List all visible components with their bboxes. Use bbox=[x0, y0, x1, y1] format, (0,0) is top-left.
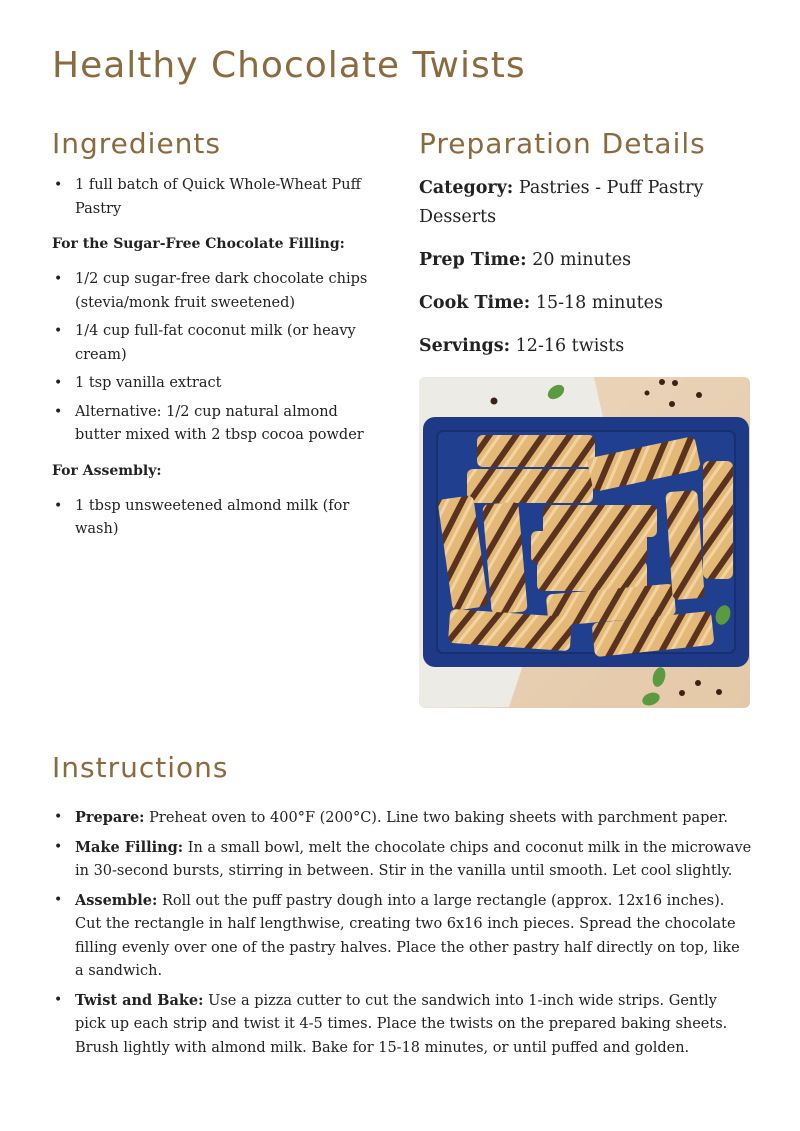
pastry-twist bbox=[477, 435, 595, 467]
instructions-section bbox=[52, 748, 752, 1065]
detail-servings bbox=[419, 332, 750, 361]
step-label: Prepare: bbox=[75, 809, 145, 826]
instruction-step bbox=[52, 889, 752, 984]
ingredients-heading: Ingredients bbox=[52, 127, 221, 160]
assembly-subheading: For Assembly: bbox=[52, 462, 162, 479]
ingredient-item: • 1/2 cup sugar-free dark chocolate chips (stevia/monk fruit sweetened) bbox=[52, 268, 382, 315]
instructions-heading: Instructions bbox=[52, 751, 229, 784]
ingredient-item: • 1/4 cup full-fat coconut milk (or heavy cream) bbox=[52, 320, 382, 367]
recipe-photo bbox=[419, 377, 750, 708]
detail-category bbox=[419, 174, 750, 232]
detail-label: Cook Time: bbox=[419, 293, 531, 313]
step-label: Twist and Bake: bbox=[75, 991, 204, 1009]
step-text: Preheat oven to 400°F (200°C). Line two baking sheets with parchment paper. bbox=[149, 810, 728, 826]
ingredient-item: • 1 tbsp unsweetened almond milk (for wash) bbox=[52, 495, 382, 542]
step-text: Roll out the puff pastry dough into a large rectangle (approx. 12x16 inches). Cut the rectangle in half lengthwise, creating two 6x16 inch pieces. Spread the chocolate filling evenly over one of the pastry halves. Place the other pastry half directly on top, like a sandwich. bbox=[75, 892, 740, 979]
step-text: Use a pizza cutter to cut the sandwich into 1-inch wide strips. Gently pick up each strip and twist it 4-5 times. Place the twists on the prepared baking sheets. Brush lightly with almond milk. Bake for 15-18 minutes, or until puffed and golden. bbox=[75, 992, 728, 1056]
detail-value: 12-16 twists bbox=[515, 336, 625, 356]
ingredient-item: • 1 tsp vanilla extract bbox=[52, 372, 382, 396]
pastry-twist bbox=[531, 531, 647, 563]
detail-prep-time bbox=[419, 246, 750, 275]
detail-value: 15-18 minutes bbox=[535, 293, 663, 313]
step-label: Assemble: bbox=[75, 891, 158, 909]
chocolate-twists-illustration bbox=[419, 377, 750, 708]
page-title: Healthy Chocolate Twists bbox=[52, 45, 526, 86]
pastry-twist bbox=[467, 469, 593, 503]
pastry-twist bbox=[703, 461, 733, 579]
preparation-section bbox=[419, 124, 750, 708]
step-label: Make Filling: bbox=[75, 838, 184, 856]
pastry-twist bbox=[537, 561, 647, 591]
instruction-step bbox=[52, 836, 752, 884]
main-ingredients-list bbox=[52, 174, 382, 221]
ingredient-item: • Alternative: 1/2 cup natural almond butter mixed with 2 tbsp cocoa powder bbox=[52, 401, 382, 448]
detail-cook-time bbox=[419, 289, 750, 318]
ingredient-item: • 1 full batch of Quick Whole-Wheat Puff Pastry bbox=[52, 174, 382, 221]
instructions-list bbox=[52, 806, 752, 1060]
instruction-step bbox=[52, 806, 752, 831]
preparation-heading: Preparation Details bbox=[419, 127, 706, 160]
instruction-step bbox=[52, 989, 752, 1061]
filling-subheading: For the Sugar-Free Chocolate Filling: bbox=[52, 236, 345, 252]
detail-label: Prep Time: bbox=[419, 250, 527, 270]
filling-ingredients-list bbox=[52, 268, 382, 448]
step-text: In a small bowl, melt the chocolate chips and coconut milk in the microwave in 30-second bursts, stirring in between. Stir in the vanilla until smooth. Let cool slightly. bbox=[75, 839, 752, 879]
detail-label: Servings: bbox=[419, 336, 511, 356]
ingredients-section bbox=[52, 124, 382, 547]
detail-label: Category: bbox=[419, 178, 514, 198]
detail-value: 20 minutes bbox=[532, 250, 632, 270]
detail-value: Pastries - Puff Pastry Desserts bbox=[419, 178, 704, 227]
assembly-ingredients-list bbox=[52, 495, 382, 542]
